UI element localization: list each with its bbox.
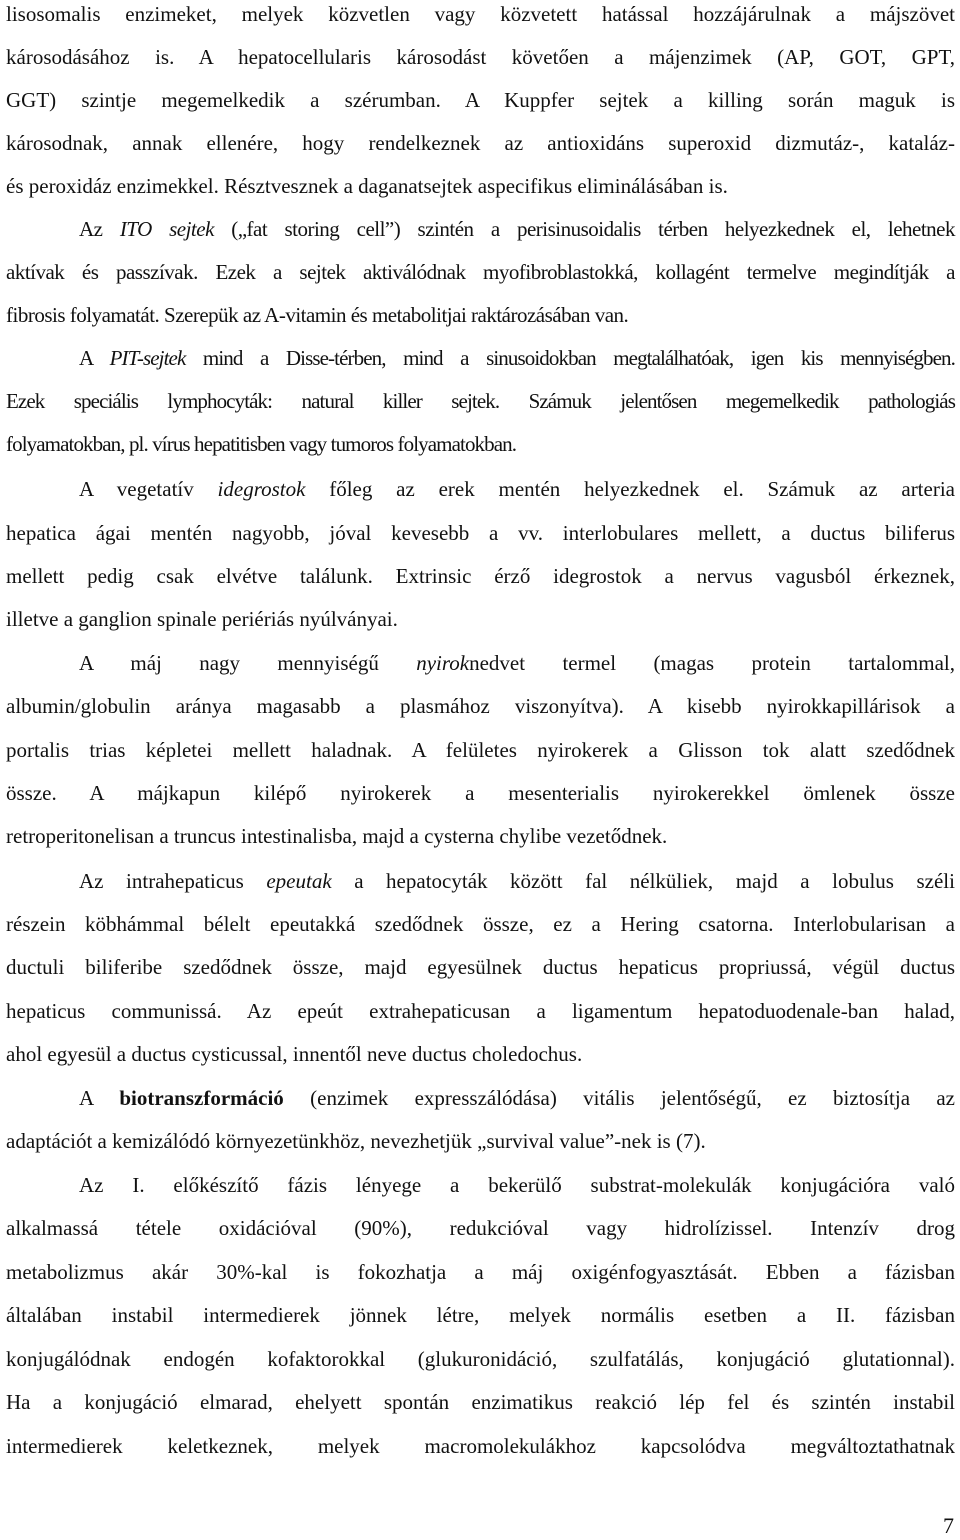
text-line: albumin/globulin aránya magasabb a plasmához viszonyítva). A kisebb nyirokkapillárisok a [6, 694, 955, 718]
text-fragment: főleg az erek mentén helyezkednek el. Számuk az arteria [305, 477, 955, 501]
text-line: konjugálódnak endogén kofaktorokkal (glukuronidáció, szulfatálás, konjugáció glutationnal). [6, 1347, 955, 1371]
text-line: Ha a konjugáció elmarad, ehelyett spontán enzimatikus reakció lép fel és szintén instabil [6, 1390, 955, 1414]
text-fragment: („fat storing cell”) szintén a perisinusoidalis térben helyezkednek el, lehetnek [213, 217, 955, 241]
text-line: általában instabil intermedierek jönnek létre, melyek normális esetben a II. fázisban [6, 1303, 955, 1327]
text-fragment: (enzimek expresszálódása) vitális jelentőségű, ez biztosítja az [283, 1086, 955, 1110]
text-fragment: A vegetatív [79, 477, 218, 501]
emphasis-term: nyirok [416, 651, 470, 675]
text-line [79, 1084, 955, 1112]
emphasis-term: epeutak [266, 869, 332, 893]
text-line: adaptációt a kemizálódó környezetünkhöz, nevezhetjük „survival value”-nek is (7). [6, 1129, 706, 1153]
text-line: mellett pedig csak elvétve találunk. Extrinsic érző idegrostok a nervus vagusból érkeznek, [6, 564, 955, 588]
text-line: károsodásához is. A hepatocellularis károsodást követően a májenzimek (AP, GOT, GPT, [6, 45, 955, 69]
text-line: hepaticus communissá. Az epeút extrahepaticusan a ligamentum hepatoduodenale-ban halad, [6, 999, 955, 1023]
emphasis-term: idegrostok [217, 477, 306, 501]
text-fragment: A [79, 346, 110, 370]
text-fragment: a hepatocyták között fal nélküliek, majd a lobulus széli [331, 869, 955, 893]
text-line: és peroxidáz enzimekkel. Résztvesznek a daganatsejtek aspecifikus eliminálásában is. [6, 174, 728, 198]
text-line: Ezek speciális lymphocyták: natural killer sejtek. Számuk jelentősen megemelkedik pathologiás [6, 389, 955, 413]
text-line: portalis trias képletei mellett haladnak. A felületes nyirokerek a Glisson tok alatt szedődnek [6, 738, 955, 762]
text-line: ahol egyesül a ductus cysticussal, innentől neve ductus choledochus. [6, 1042, 583, 1066]
text-line: aktívak és passzívak. Ezek a sejtek aktiválódnak myofibroblastokká, kollagént termelve megindítják a [6, 260, 955, 284]
bold-term: biotranszformáció [119, 1086, 284, 1110]
text-fragment: A [79, 1086, 120, 1110]
text-fragment: A máj nagy mennyiségű [79, 651, 417, 675]
text-line: fibrosis folyamatát. Szerepük az A-vitamin és metabolitjai raktározásában van. [6, 303, 629, 327]
text-fragment: mind a Disse-térben, mind a sinusoidokban megtalálhatóak, igen kis mennyiségben. [185, 346, 955, 370]
text-line: metabolizmus akár 30%-kal is fokozhatja a máj oxigénfogyasztását. Ebben a fázisban [6, 1260, 955, 1284]
emphasis-term: ITO sejtek [119, 217, 214, 241]
text-line: károsodnak, annak ellenére, hogy rendelkeznek az antioxidáns superoxid dizmutáz-, kataláz- [6, 131, 955, 155]
page-number: 7 [943, 1513, 954, 1538]
text-line: ductuli biliferibe szedődnek össze, majd egyesülnek ductus hepaticus propriussá, végül ductus [6, 955, 955, 979]
text-line: alkalmassá tétele oxidációval (90%), redukcióval vagy hidrolízissel. Intenzív drog [6, 1216, 955, 1240]
emphasis-term: PIT-sejtek [109, 346, 186, 370]
text-line [79, 215, 955, 243]
text-line: hepatica ágai mentén nagyobb, jóval kevesebb a vv. interlobulares mellett, a ductus biliferus [6, 521, 955, 545]
text-line [79, 344, 955, 372]
text-line: össze. A májkapun kilépő nyirokerek a mesenterialis nyirokerekkel ömlenek össze [6, 781, 955, 805]
text-fragment: nedvet termel (magas protein tartalommal, [469, 651, 955, 675]
text-line [79, 475, 955, 503]
text-line: folyamatokban, pl. vírus hepatitisben vagy tumoros folyamatokban. [6, 432, 517, 456]
text-line [79, 867, 955, 895]
text-line: retroperitonelisan a truncus intestinalisba, majd a cysterna chylibe vezetődnek. [6, 824, 668, 848]
text-line: részein köbhámmal bélelt epeutakká szedődnek össze, ez a Hering csatorna. Interlobularisan a [6, 912, 955, 936]
text-line: Az I. előkészítő fázis lényege a bekerülő substrat-molekulák konjugációra való [79, 1173, 955, 1197]
text-line: illetve a ganglion spinale periériás nyúlványai. [6, 607, 398, 631]
text-line [79, 649, 955, 677]
text-line: intermedierek keletkeznek, melyek macromolekulákhoz kapcsolódva megváltoztathatnak [6, 1434, 955, 1458]
text-line: lisosomalis enzimeket, melyek közvetlen vagy közvetett hatással hozzájárulnak a májszövet [6, 2, 955, 26]
text-line: GGT) szintje megemelkedik a szérumban. A Kuppfer sejtek a killing során maguk is [6, 88, 955, 112]
text-fragment: Az intrahepaticus [79, 869, 267, 893]
text-fragment: Az [79, 217, 120, 241]
